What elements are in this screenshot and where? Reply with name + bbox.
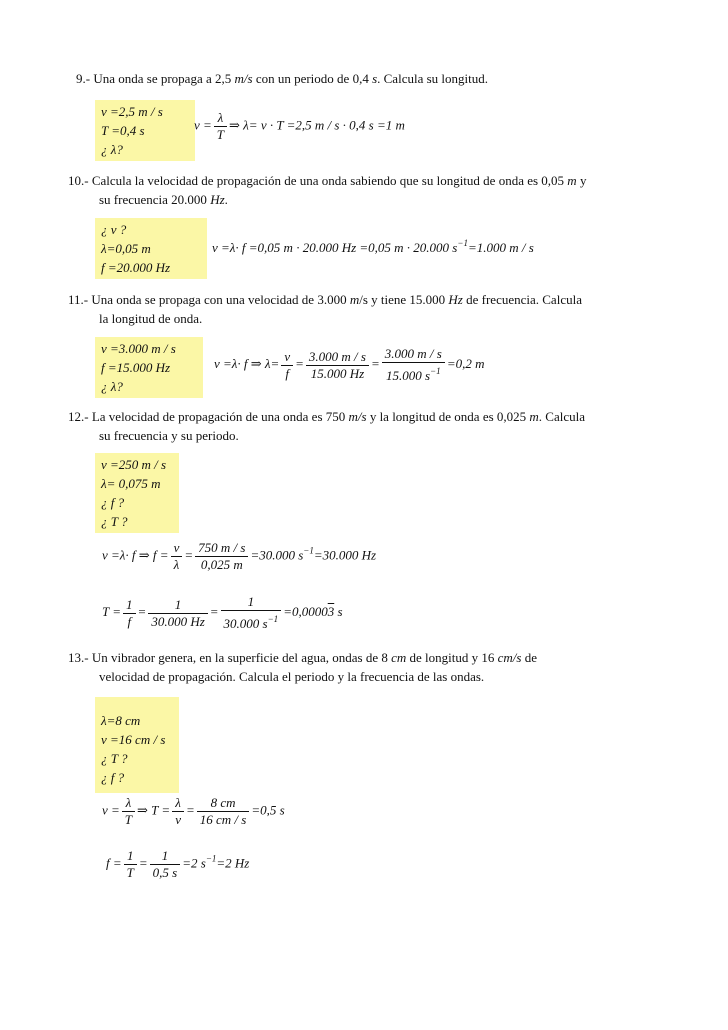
problem-11-equation: v =λ· f ⇒ λ= $\frac{v}{f}$ = $\frac{3.000 m / s}{15.000 Hz}$ = $\frac{3.000 m / s}{15.000 s^{-1}}$ =0,2 m [214, 346, 485, 383]
fraction: $\frac{1}{T}$ [124, 848, 137, 881]
fraction: $\frac{1}{0,5 s}$ [150, 848, 181, 881]
problem-9-equation: v = $\frac{\lambda}{T}$ ⇒ λ= v · T =2,5 m / s · 0,4 s =1 m [194, 110, 405, 142]
problem-11-data-box: v =3.000 m / s f =15.000 Hz ¿ λ? [95, 337, 203, 398]
problem-12-data-box: v =250 m / s λ= 0,075 m ¿ f ? ¿ T ? [95, 453, 179, 533]
problem-13-equation-period: v = $\frac{\lambda}{T}$ ⇒ T = $\frac{\lambda}{v}$ = $\frac{8 cm}{16 cm / s}$ =0,5 s [102, 795, 285, 827]
problem-13-data-box: λ=8 cm v =16 cm / s ¿ T ? ¿ f ? [95, 697, 179, 793]
fraction: $\frac{v}{\lambda}$ [171, 540, 183, 573]
problem-9-data-box: v =2,5 m / s T =0,4 s ¿ λ? [95, 100, 195, 161]
fraction: $\frac{1}{30.000 s^{-1}}$ [221, 594, 282, 632]
problem-12-statement: 12.- La velocidad de propagación de una onda es 750 m/s y la longitud de onda es 0,025 m. Calcula su frecuencia y su periodo. [68, 409, 586, 443]
problem-13-statement: 13.- Un vibrador genera, en la superficie del agua, ondas de 8 cm de longitud y 16 cm/s de velocidad de propagación. Calcula el periodo y la frecuencia de las ondas. [68, 650, 537, 684]
problem-number: 11.- [68, 292, 89, 307]
problem-number: 10.- [68, 173, 89, 188]
fraction: $\frac{\lambda}{T}$ [122, 795, 135, 828]
problem-10-data-box: ¿ v ? λ=0,05 m f =20.000 Hz [95, 218, 207, 279]
fraction: $\frac{v}{f}$ [281, 349, 293, 382]
fraction: $\frac{1}{f}$ [123, 597, 136, 630]
problem-9-statement: 9.- Una onda se propaga a 2,5 m/s con un periodo de 0,4 s. Calcula su longitud. [76, 71, 488, 86]
problem-13-equation-frequency: f = $\frac{1}{T}$ = $\frac{1}{0,5 s}$ =2 $s^{-1}=2$ Hz [106, 848, 250, 880]
fraction: $\frac{3.000 m / s}{15.000 s^{-1}}$ [382, 346, 445, 384]
problem-11-statement: 11.- Una onda se propaga con una velocidad de 3.000 m/s y tiene 15.000 Hz de frecuencia. Calcula la longitud de onda. [68, 292, 582, 326]
problem-number: 12.- [68, 409, 89, 424]
fraction: $\frac{750 m / s}{0,025 m}$ [195, 540, 248, 573]
problem-10-equation: v =λ· f =0,05 m · 20.000 Hz =0,05 m · 20.000 $s^{-1}=1.000$ m / s [212, 238, 534, 255]
problem-12-equation-period: T = $\frac{1}{f}$ = $\frac{1}{30.000 Hz}$ = $\frac{1}{30.000 s^{-1}}$ =0,00003 s [102, 594, 343, 631]
fraction: $\frac{8 cm}{16 cm / s}$ [197, 795, 250, 828]
problem-number: 13.- [68, 650, 89, 665]
fraction: $\frac{3.000 m / s}{15.000 Hz}$ [306, 349, 369, 382]
problem-10-statement: 10.- Calcula la velocidad de propagación de una onda sabiendo que su longitud de onda es 0,05 m y su frecuencia 20.000 Hz. [68, 173, 587, 207]
fraction: $\frac{\lambda}{T}$ [214, 110, 227, 143]
problem-number: 9.- [76, 71, 91, 86]
fraction: $\frac{1}{30.000 Hz}$ [148, 597, 207, 630]
fraction: $\frac{\lambda}{v}$ [172, 795, 184, 828]
problem-12-equation-frequency: v =λ· f ⇒ f = $\frac{v}{\lambda}$ = $\frac{750 m / s}{0,025 m}$ =30.000 $s^{-1}=30.000$ Hz [102, 540, 377, 572]
